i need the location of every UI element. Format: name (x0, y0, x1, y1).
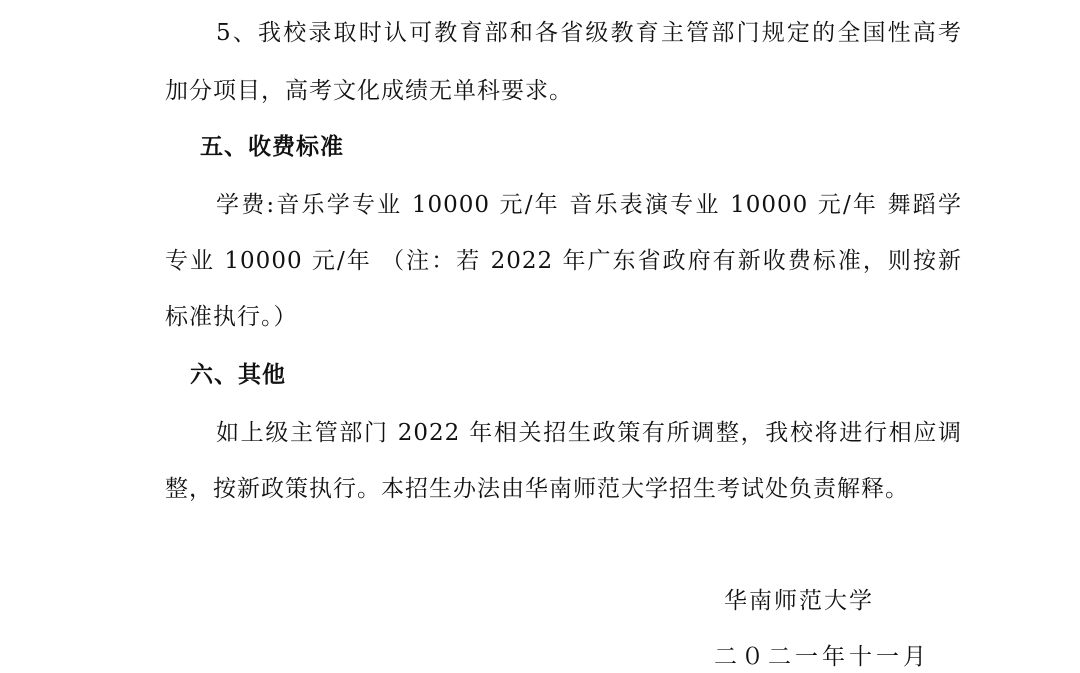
signature-organization: 华南师范大学 (724, 588, 874, 614)
item5-line-2: 加分项目，高考文化成绩无单科要求。 (165, 78, 573, 104)
section-heading-other: 六、其他 (190, 362, 286, 388)
other-line-1: 如上级主管部门 2022 年相关招生政策有所调整，我校将进行相应调 (216, 420, 962, 446)
signature-date: 二０二一年十一月 (714, 644, 930, 670)
item5-line-1: 5、我校录取时认可教育部和各省级教育主管部门规定的全国性高考 (216, 20, 962, 46)
other-line-2: 整，按新政策执行。本招生办法由华南师范大学招生考试处负责解释。 (165, 476, 909, 502)
fees-line-3: 标准执行。） (165, 304, 298, 330)
section-heading-fees: 五、收费标准 (200, 134, 344, 160)
fees-line-1: 学费:音乐学专业 10000 元/年 音乐表演专业 10000 元/年 舞蹈学 (216, 192, 962, 218)
fees-line-2: 专业 10000 元/年 （注：若 2022 年广东省政府有新收费标准，则按新 (165, 248, 962, 274)
